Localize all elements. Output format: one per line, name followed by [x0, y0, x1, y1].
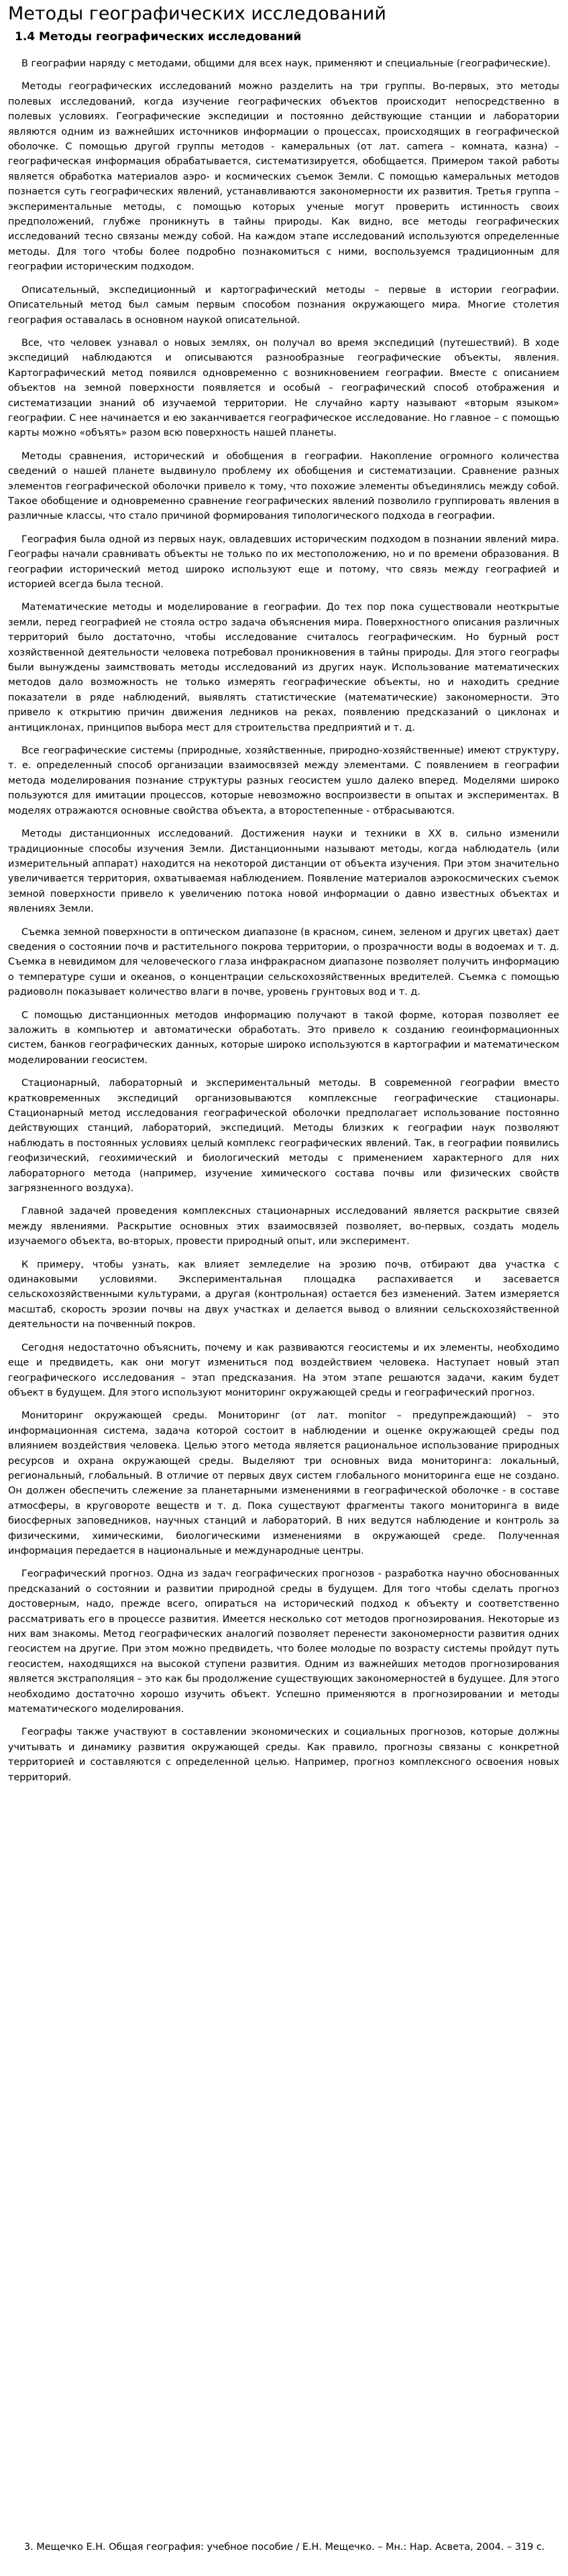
paragraph: Методы сравнения, исторический и обобщения в географии. Накопление огромного количества сведений о нашей планете выдвинуло проблему их обобщения и систематизации. Сравнение разных элементов географической оболочки привело к тому, что похожие элементы объединялись между собой. Такое обобщение и одновременно сравнение географических явлений позволило группировать явления в различные классы, что стало причиной формирования типологического подхода в географии. — [8, 450, 559, 522]
paragraph: Мониторинг окружающей среды. Мониторинг (от лат. monitor – предупреждающий) – это информационная система, задача которой состоит в наблюдении и оценке окружающей среды под влиянием воздействия человека. Целью этого метода является рациональное использование природных ресурсов и охрана окружающей среды. Выделяют три основных вида мониторинга: локальный, региональный, глобальный. В отличие от первых двух систем глобального мониторинга еще не создано. Он должен обеспечить слежение за планетарными изменениями в географической оболочке - в составе атмосферы, в круговороте веществ и т. д. Пока существуют фрагменты такого мониторинга в виде биосферных заповедников, научных станций и лабораторий. В них ведутся наблюдение и контроль за физическими, химическими, биологическими изменениями в окружающей среде. Полученная информация передается в национальные и международные центры. — [8, 1410, 559, 1556]
paragraph: Методы географических исследований можно разделить на три группы. Во-первых, это методы полевых исследований, когда изучение географических объектов происходит непосредственно в полевых условиях. Географические экспедиции и постоянно действующие станции и лаборатории являются одним из важнейших источников информации о процессах, происходящих в географической оболочке. С помощью другой группы методов - камеральных (от лат. camera – комната, казна) – географическая информация обрабатывается, систематизируется, обобщается. Примером такой работы является обработка материалов аэро- и космических съемок Земли. С помощью камеральных методов познается суть географических явлений, устанавливаются закономерности их развития. Третья группа – экспериментальные методы, с помощью которых ученые могут проверить истинность своих предположений, глубже проникнуть в тайны природы. Как видно, все методы географических исследований тесно связаны между собой. На каждом этапе исследований используются определенные методы. Для того чтобы более подробно познакомиться с ними, воспользуемся традиционным для географии историческим подходом. — [8, 81, 559, 273]
paragraph: Сегодня недостаточно объяснить, почему и как развиваются геосистемы и их элементы, необходимо еще и предвидеть, как они могут измениться под воздействием человека. Наступает новый этап географического исследования – этап предсказания. На этом этапе решаются задачи, каким будет объект в будущем. Для этого используют мониторинг окружающей среды и географический прогноз. — [8, 1342, 559, 1398]
body-text — [8, 56, 559, 1785]
paragraph: Съемка земной поверхности в оптическом диапазоне (в красном, синем, зеленом и других цветах) дает сведения о состоянии почв и растительного покрова территории, о прозрачности воды в водоемах и т. д. Съемка в невидимом для человеческого глаза инфракрасном диапазоне позволяет получить информацию о температуре суши и океанов, о концентрации сельскохозяйственных вредителей. Съемка с помощью радиоволн показывает количество влаги в почве, уровень грунтовых вод и т. д. — [8, 926, 559, 998]
paragraph: Географы также участвуют в составлении экономических и социальных прогнозов, которые должны учитывать и динамику развития окружающей среды. Как правило, прогнозы связаны с конкретной территорией и составляются с определенной целью. Например, прогноз комплексного освоения новых территорий. — [8, 1727, 559, 1783]
paragraph: География была одной из первых наук, овладевших историческим подходом в познании явлений мира. Географы начали сравнивать объекты не только по их местоположению, но и по времени образования. В географии исторический метод широко используют еще и потому, что связь между географией и историей всегда была тесной. — [8, 534, 559, 590]
paragraph: Методы дистанционных исследований. Достижения науки и техники в XX в. сильно изменили традиционные способы изучения Земли. Дистанционными называют методы, когда наблюдатель (или измерительный аппарат) находится на некоторой дистанции от объекта изучения. При этом значительно увеличивается территория, охватываемая наблюдением. Появление материалов аэрокосмических съемок земной поверхности привело к увеличению потока новой информации о давно известных объектах и явлениях Земли. — [8, 829, 559, 915]
paragraph: Описательный, экспедиционный и картографический методы – первые в истории географии. Описательный метод был самым первым способом познания окружающего мира. Многие столетия география оставалась в основном наукой описательной. — [8, 284, 559, 326]
paragraph: Главной задачей проведения комплексных стационарных исследований является раскрытие связей между явлениями. Раскрытие основных этих взаимосвязей позволяет, во-первых, создать модель изучаемого объекта, во-вторых, провести природный опыт, или эксперимент. — [8, 1206, 559, 1247]
section-heading: 1.4 Методы географических исследований — [15, 30, 302, 44]
paragraph: К примеру, чтобы узнать, как влияет земледелие на эрозию почв, отбирают два участка с одинаковыми условиями. Экспериментальная площадка распахивается и засевается сельскохозяйственными культурами, а другая (контрольная) остается без изменений. Затем измеряется масштаб, скорость эрозии почвы на двух участках и делается вывод о влиянии сельскохозяйственной деятельности на почвенный покров. — [8, 1259, 559, 1331]
paragraph: Математические методы и моделирование в географии. До тех пор пока существовали неоткрытые земли, перед географией не стояла остро задача объяснения мира. Поверхностного описания различных территорий было достаточно, чтобы исследование считалось географическим. Но бурный рост хозяйственной деятельности человека потребовал проникновения в тайны природы. Для этого географы были вынуждены заимствовать методы исследований из других наук. Использование математических методов дало возможность не только измерять географические объекты, но и находить средние показатели в ряде наблюдений, выявлять статистические (математические) закономерности. Это привело к открытию причин движения ледников на реках, появлению предсказаний о циклонах и антициклонах, принципов выбора мест для строительства предприятий и т. д. — [8, 602, 559, 733]
paragraph: Географический прогноз. Одна из задач географических прогнозов - разработка научно обоснованных предсказаний о состоянии и развитии природной среды в будущем. Для того чтобы сделать прогноз достоверным, надо, прежде всего, опираться на исторический подход к объекту и соответственно рассматривать его в процессе развития. Имеется несколько сот методов прогнозирования. Некоторые из них вам знакомы. Метод географических аналогий позволяет перенести закономерности развития одних геосистем на другие. При этом можно предвидеть, что более молодые по возрасту системы пройдут путь геосистем, находящихся на высокой ступени развития. Одним из важнейших методов прогнозирования является экстраполяция – это как бы продолжение существующих закономерностей в будущее. Для этого необходимо достаточно хорошо изучить объект. Успешно применяются в прогнозировании и методы математического моделирования. — [8, 1569, 559, 1715]
paragraph: Стационарный, лабораторный и экспериментальный методы. В современной географии вместо кратковременных экспедиций организовываются комплексные географические стационары. Стационарный метод исследования географической оболочки предполагает использование постоянно действующих станций, лабораторий, экспедиций. Методы близких к географии наук позволяют наблюдать в постоянных условиях целый комплекс географических явлений. Так, в географии появились геофизический, геохимический и биологический методы с применением характерного для них лабораторного метода (например, изучение химического состава почвы или физических свойств загрязненного воздуха). — [8, 1078, 559, 1194]
footnote: 3. Мещечко Е.Н. Общая география: учебное пособие / Е.Н. Мещечко. – Мн.: Нар. Асвета, 2004. – 319 с. — [24, 2542, 545, 2553]
paragraph: В географии наряду с методами, общими для всех наук, применяют и специальные (географические). — [21, 58, 551, 69]
paragraph: Все географические системы (природные, хозяйственные, природно-хозяйственные) имеют структуру, т. е. определенный способ организации взаимосвязей между элементами. С появлением в географии метода моделирования познание структуры разных геосистем ушло далеко вперед. Моделями широко пользуются для имитации процессов, которые невозможно воспроизвести в опытах и экспериментах. В моделях отражаются основные свойства объекта, а второстепенные - отбрасываются. — [8, 745, 559, 816]
paragraph: С помощью дистанционных методов информацию получают в такой форме, которая позволяет ее заложить в компьютер и автоматически обработать. Это привело к созданию геоинформационных систем, банков географических данных, которые широко используются в картографии и математическом моделировании геосистем. — [8, 1009, 559, 1066]
paragraph: Все, что человек узнавал о новых землях, он получал во время экспедиций (путешествий). В ходе экспедиций наблюдаются и описываются разнообразные географические объекты, явления. Картографический метод появился одновременно с возникновением географии. Вместе с описанием объектов на земной поверхности появляется и особый – географический способ отображения и систематизации знаний об изучаемой территории. Не случайно карту называют «вторым языком» географии. С нее начинается и ею заканчивается географическое исследование. Но главное – с помощью карты можно «объять» разом всю поверхность нашей планеты. — [8, 337, 559, 439]
page-title: Методы географических исследований — [8, 3, 386, 24]
